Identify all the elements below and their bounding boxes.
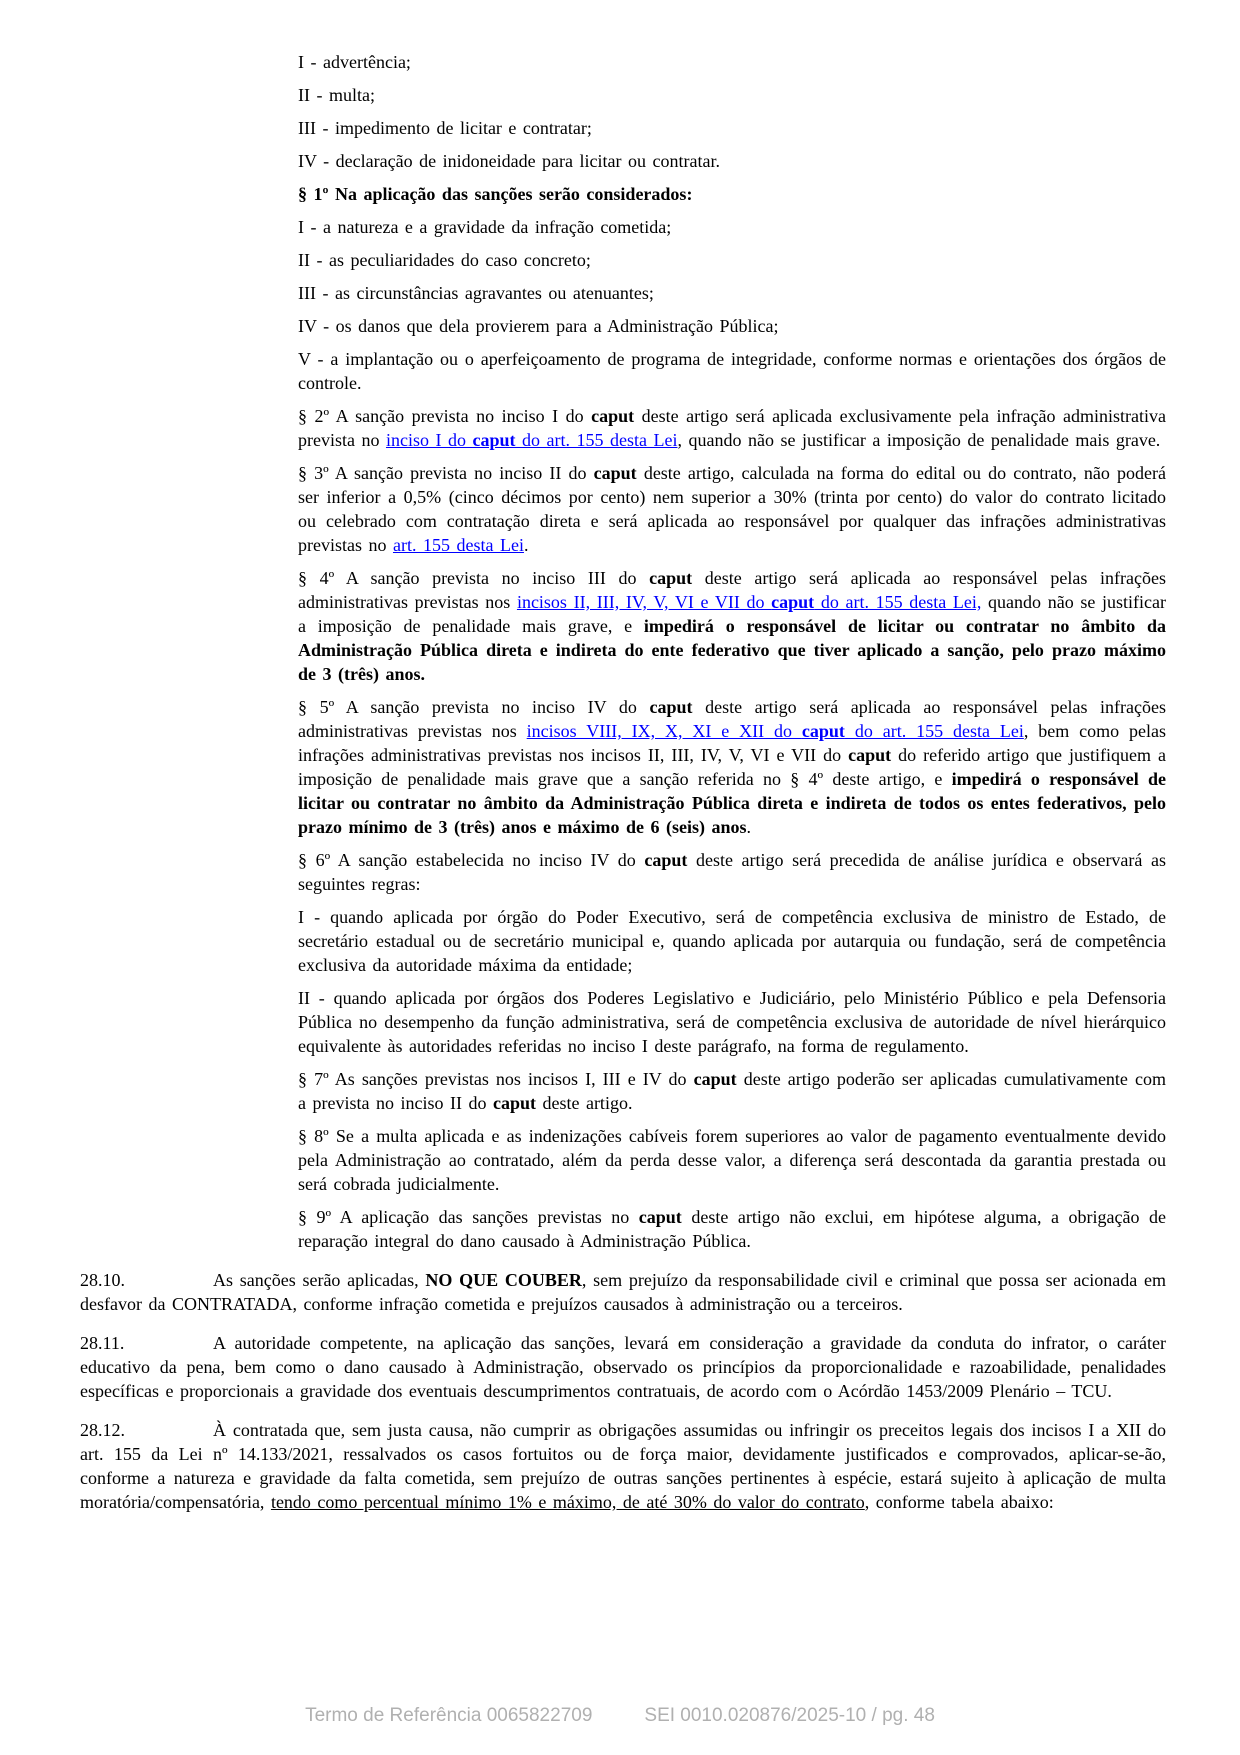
- legal-reference-link[interactable]: caput: [472, 430, 516, 450]
- paragraph: [298, 182, 1166, 206]
- text-run: deste artigo será aplicada ao responsável pelas infrações administrativas previstas nos: [298, 568, 1166, 612]
- paragraph: [298, 215, 1166, 239]
- text-run: II - as peculiaridades do caso concreto;: [298, 250, 591, 270]
- legal-reference-link[interactable]: caput: [771, 592, 815, 612]
- document-body: [80, 50, 1166, 1526]
- legal-reference-link[interactable]: incisos VIII, IX, X, XI e XII do: [526, 721, 802, 741]
- text-run: V - a implantação ou o aperfeiçoamento de programa de integridade, conforme normas e orientações dos órgãos de controle.: [298, 349, 1166, 393]
- text-run: .: [523, 535, 529, 555]
- section-number: 28.11.: [80, 1333, 125, 1353]
- paragraph: [298, 461, 1166, 557]
- text-run: caput: [644, 850, 688, 870]
- text-run: caput: [649, 697, 693, 717]
- text-run: deste artigo será aplicada exclusivamente pela infração administrativa prevista no: [298, 406, 1166, 450]
- section-number: 28.12.: [80, 1420, 125, 1440]
- legal-reference-link[interactable]: do art. 155 desta Lei: [844, 721, 1024, 741]
- text-run: § 7º As sanções previstas nos incisos I, III e IV do: [298, 1069, 694, 1089]
- section-paragraph: [80, 1331, 1166, 1403]
- text-run: III - as circunstâncias agravantes ou atenuantes;: [298, 283, 654, 303]
- text-run: impedirá o responsável de licitar ou contratar no âmbito da Administração Pública direta e indireta do ente federativo que tiver aplicado a sanção, pelo prazo máximo de 3 (três) anos.: [298, 616, 1166, 684]
- text-run: caput: [649, 568, 693, 588]
- paragraph: [298, 50, 1166, 74]
- text-run: § 4º A sanção prevista no inciso III do: [298, 568, 650, 588]
- paragraph: [298, 848, 1166, 896]
- text-run: § 3º A sanção prevista no inciso II do: [298, 463, 594, 483]
- section-paragraph: [80, 1418, 1166, 1514]
- text-run: § 8º Se a multa aplicada e as indenizações cabíveis forem superiores ao valor de pagamento eventualmente devido pela Administração ao contratado, além da perda desse valor, a diferença será descontada da garantia prestada ou será cobrada judicialmente.: [298, 1126, 1166, 1194]
- text-run: deste artigo poderão ser aplicadas cumulativamente com a prevista no inciso II do: [298, 1069, 1166, 1113]
- text-run: deste artigo.: [535, 1093, 633, 1113]
- text-run: caput: [492, 1093, 536, 1113]
- legal-reference-link[interactable]: do art. 155 desta Lei: [515, 430, 678, 450]
- paragraph: [298, 314, 1166, 338]
- text-run: § 2º A sanção prevista no inciso I do: [298, 406, 592, 426]
- paragraph: [298, 566, 1166, 686]
- paragraph: [298, 347, 1166, 395]
- footer-document-reference: Termo de Referência 0065822709: [305, 1705, 593, 1726]
- text-run: deste artigo, calculada na forma do edital ou do contrato, não poderá ser inferior a 0,5% (cinco décimos por cento) nem superior a 30% (trinta por cento) do valor do contrato licitado ou celebrado com contratação direta e será aplicada ao responsável por qualquer das infrações administrativas previstas no: [298, 463, 1167, 555]
- text-run: II - quando aplicada por órgãos dos Poderes Legislativo e Judiciário, pelo Ministério Público e pela Defensoria Pública no desempenho da função administrativa, será de competência exclusiva de autoridade de nível hierárquico equivalente às autoridades referidas no inciso I deste parágrafo, na forma de regulamento.: [298, 988, 1166, 1056]
- text-run: A autoridade competente, na aplicação das sanções, levará em consideração a gravidade da conduta do infrator, o caráter educativo da pena, bem como o dano causado à Administração, observado os princípios da proporcionalidade e razoabilidade, penalidades específicas e proporcionais a gravidade dos eventuais descumprimentos contratuais, de acordo com o Acórdão 1453/2009 Plenário – TCU.: [80, 1333, 1166, 1401]
- text-run: caput: [848, 745, 892, 765]
- text-run: NO QUE COUBER: [425, 1270, 582, 1290]
- paragraph: [298, 1067, 1166, 1115]
- text-run: deste artigo será precedida de análise jurídica e observará as seguintes regras:: [298, 850, 1166, 894]
- text-run: I - a natureza e a gravidade da infração cometida;: [298, 217, 672, 237]
- page-footer: [0, 1705, 1240, 1727]
- text-run: § 6º A sanção estabelecida no inciso IV do: [298, 850, 645, 870]
- text-run: § 9º A aplicação das sanções previstas no: [298, 1207, 639, 1227]
- text-run: impedirá o responsável de licitar ou contratar no âmbito da Administração Pública direta e indireta de todos os entes federativos, pelo prazo mínimo de 3 (três) anos e máximo de 6 (seis) anos: [298, 769, 1166, 837]
- text-run: , conforme tabela abaixo:: [864, 1492, 1054, 1512]
- footer-sei-page-number: SEI 0010.020876/2025-10 / pg. 48: [644, 1705, 935, 1726]
- paragraph: [298, 986, 1166, 1058]
- text-run: do referido artigo que justifiquem a imposição de penalidade mais grave que a sanção referida no § 4º deste artigo, e: [298, 745, 1167, 789]
- text-run: , quando não se justificar a imposição de penalidade mais grave.: [677, 430, 1161, 450]
- paragraph: [298, 116, 1166, 140]
- paragraph: [298, 1205, 1166, 1253]
- legal-reference-link[interactable]: incisos II, III, IV, V, VI e VII do: [516, 592, 772, 612]
- text-run: quando não se justificar a imposição de penalidade mais grave, e: [298, 592, 1166, 636]
- legal-reference-link[interactable]: caput: [801, 721, 845, 741]
- text-run: caput: [638, 1207, 682, 1227]
- legal-reference-link[interactable]: do art. 155 desta Lei,: [814, 592, 982, 612]
- section-number: 28.10.: [80, 1270, 125, 1290]
- legal-reference-link[interactable]: art. 155 desta Lei: [392, 535, 524, 555]
- text-run: .: [746, 817, 751, 837]
- text-run: II - multa;: [298, 85, 375, 105]
- section-paragraph: [80, 1268, 1166, 1316]
- paragraph: [298, 248, 1166, 272]
- text-run: À contratada que, sem justa causa, não cumprir as obrigações assumidas ou infringir os preceitos legais dos incisos I a XII do art. 155 da Lei nº 14.133/2021, ressalvados os casos fortuitos ou de força maior, devidamente justificados e comprovados, aplicar-se-ão, conforme a natureza e gravidade da falta cometida, sem prejuízo de outras sanções pertinentes à espécie, estará sujeito à aplicação de multa moratória/compensatória,: [80, 1420, 1166, 1512]
- text-run: , bem como pelas infrações administrativas previstas nos incisos II, III, IV, V, VI e VII do: [298, 721, 1167, 765]
- paragraph: [298, 149, 1166, 173]
- text-run: caput: [693, 1069, 737, 1089]
- paragraph: [298, 905, 1166, 977]
- text-run: deste artigo será aplicada ao responsável pelas infrações administrativas previstas nos: [298, 697, 1166, 741]
- text-run: IV - os danos que dela provierem para a Administração Pública;: [298, 316, 779, 336]
- legal-reference-link[interactable]: inciso I do: [385, 430, 473, 450]
- text-run: caput: [591, 406, 635, 426]
- text-run: , sem prejuízo da responsabilidade civil e criminal que possa ser acionada em desfavor da CONTRATADA, conforme infração cometida e prejuízos causados à administração ou a terceiros.: [80, 1270, 1167, 1314]
- text-run: III - impedimento de licitar e contratar;: [298, 118, 592, 138]
- paragraph: [298, 1124, 1166, 1196]
- text-run: tendo como percentual mínimo 1% e máximo, de até 30% do valor do contrato: [270, 1492, 865, 1512]
- text-run: caput: [593, 463, 637, 483]
- text-run: IV - declaração de inidoneidade para licitar ou contratar.: [298, 151, 720, 171]
- text-run: I - quando aplicada por órgão do Poder Executivo, será de competência exclusiva de ministro de Estado, de secretário estadual ou de secretário municipal e, quando aplicada por autarquia ou fundação, será de competência exclusiva da autoridade máxima da entidade;: [298, 907, 1166, 975]
- text-run: As sanções serão aplicadas,: [213, 1270, 426, 1290]
- text-run: § 1º Na aplicação das sanções serão considerados:: [298, 184, 693, 204]
- text-run: deste artigo não exclui, em hipótese alguma, a obrigação de reparação integral do dano causado à Administração Pública.: [298, 1207, 1167, 1251]
- paragraph: [298, 695, 1166, 839]
- paragraph: [298, 404, 1166, 452]
- text-run: I - advertência;: [298, 52, 411, 72]
- paragraph: [298, 83, 1166, 107]
- paragraph: [298, 281, 1166, 305]
- text-run: § 5º A sanção prevista no inciso IV do: [298, 697, 650, 717]
